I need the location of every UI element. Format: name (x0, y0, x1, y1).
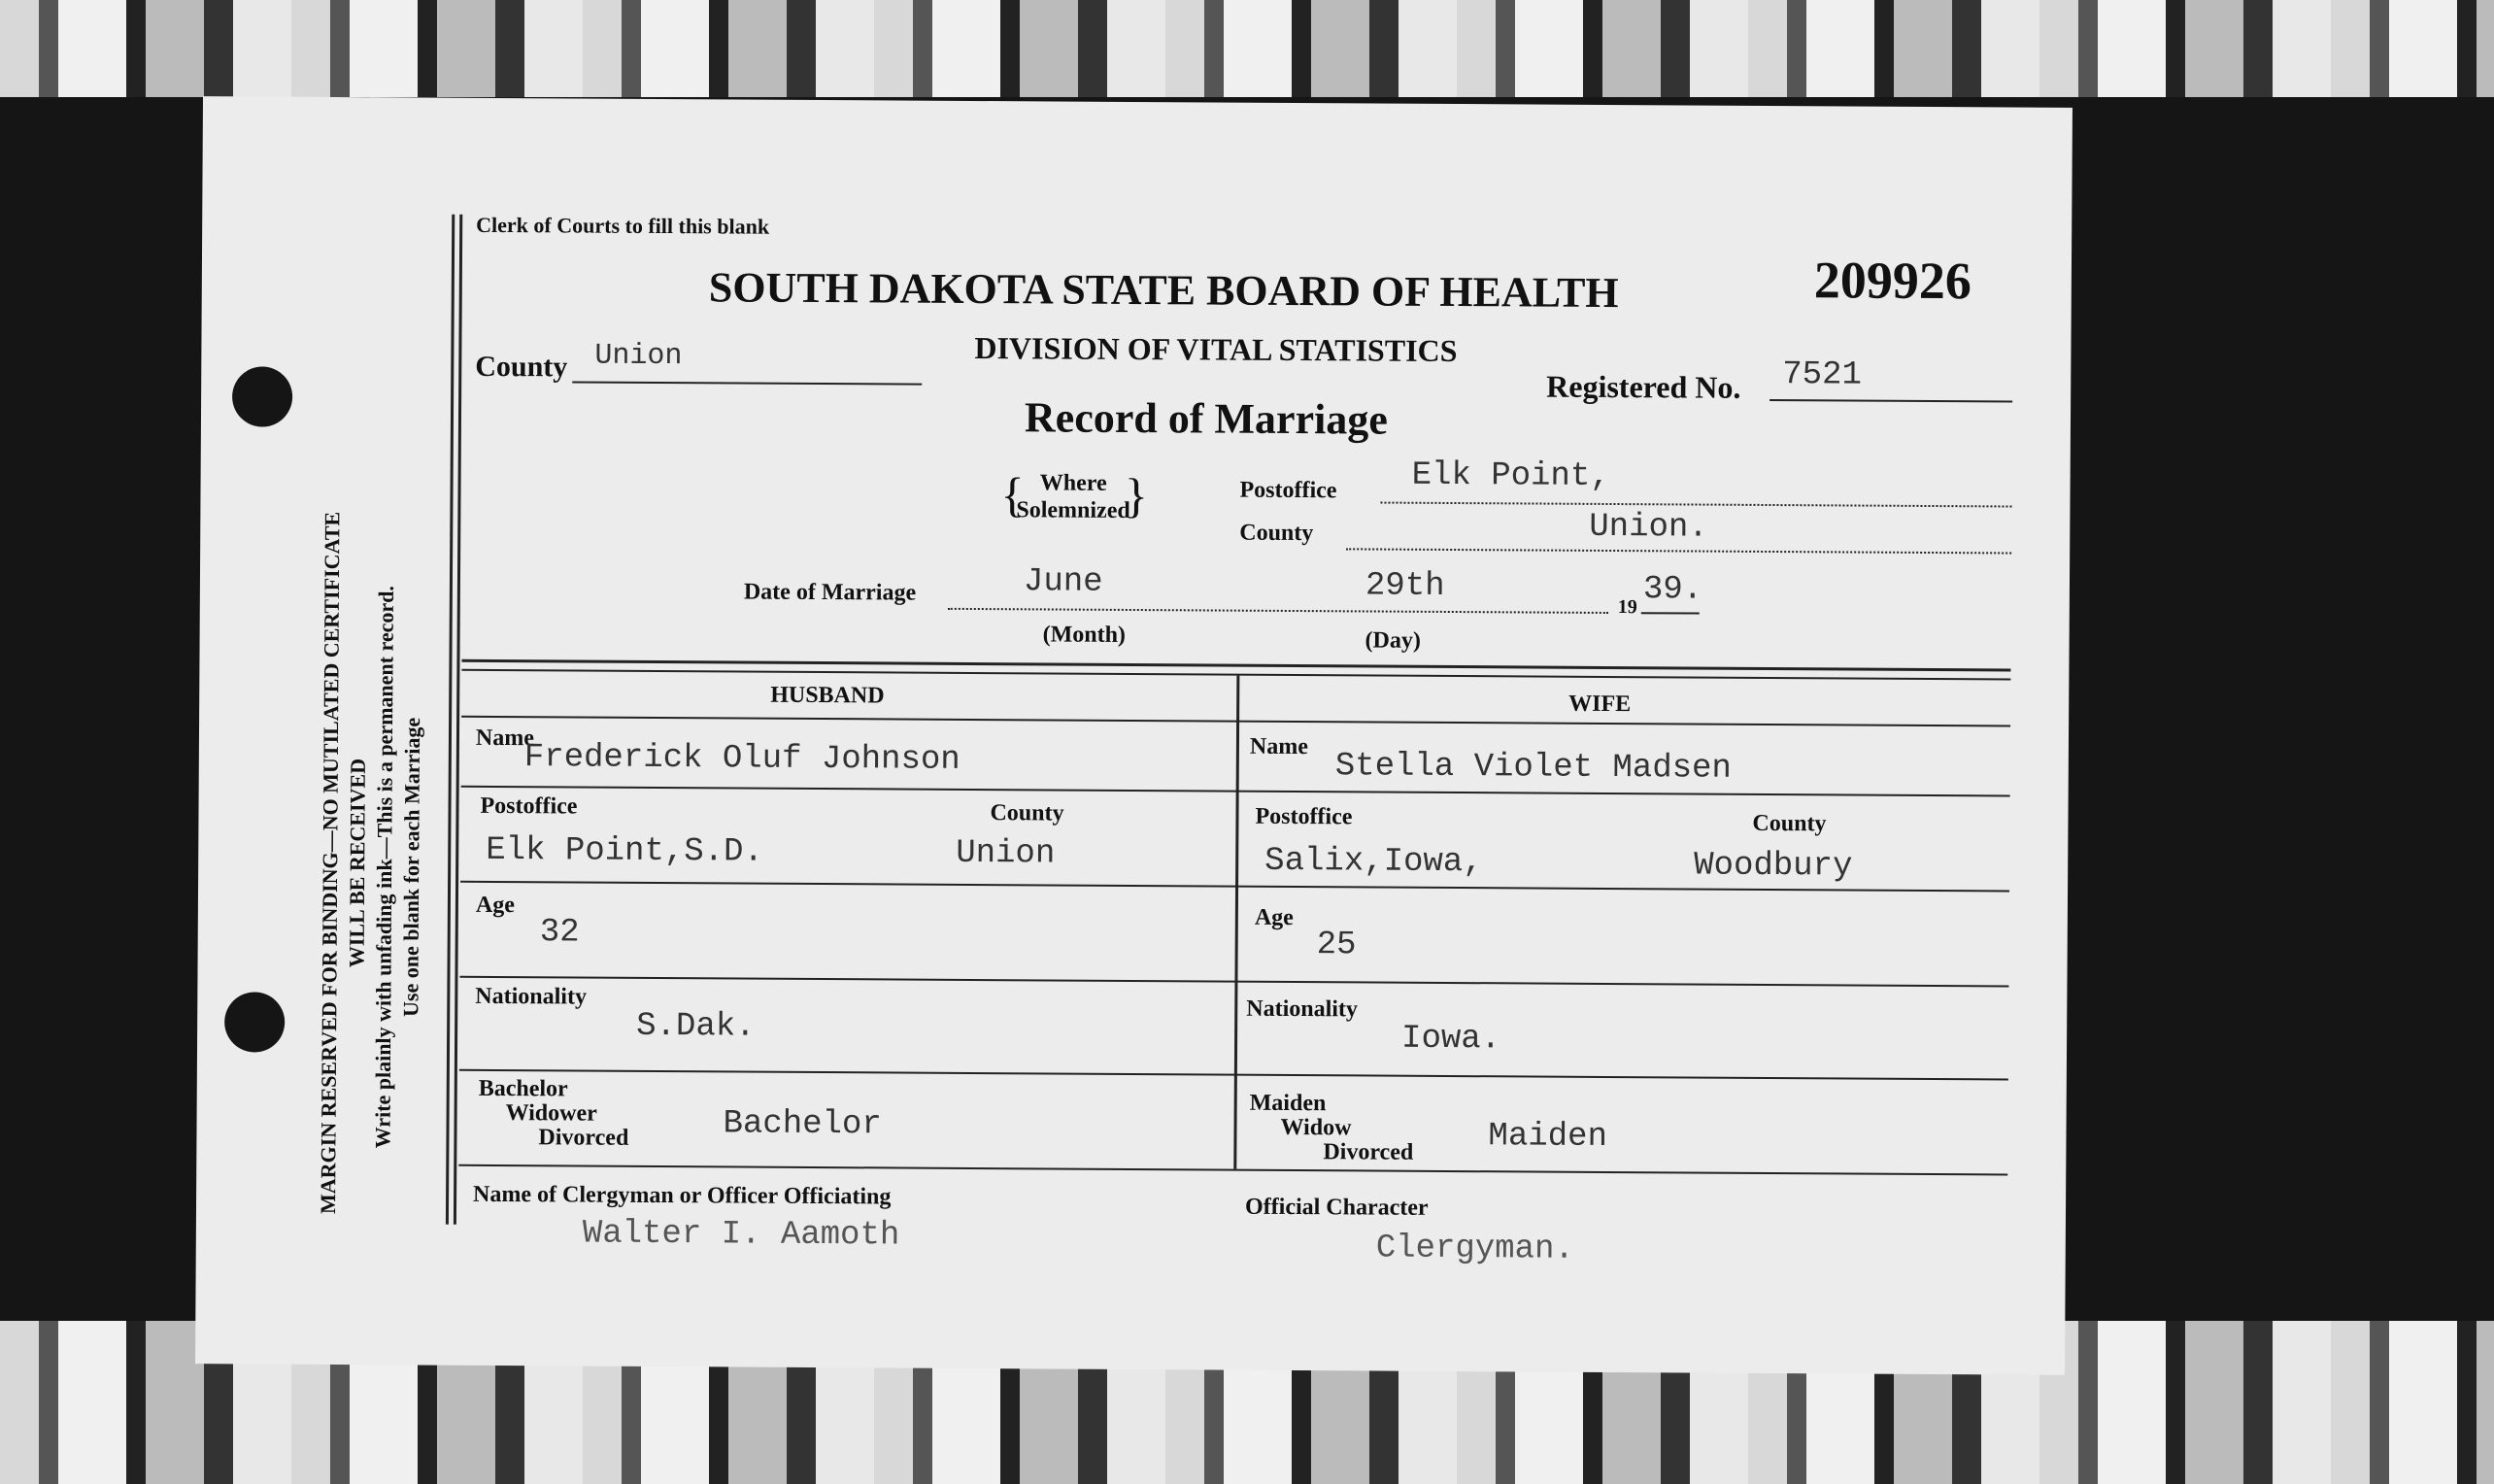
wife-status: Maiden (1488, 1118, 1608, 1156)
county2-line (1346, 548, 2011, 554)
postoffice-value: Elk Point, (1411, 456, 1610, 495)
wife-postoffice: Salix,Iowa, (1264, 842, 1483, 882)
county-value: Union (594, 339, 683, 374)
film-strip-top (0, 0, 2494, 97)
husband-heading: HUSBAND (770, 682, 885, 709)
husband-name: Frederick Oluf Johnson (523, 739, 961, 779)
margin-binding-note: MARGIN RESERVED FOR BINDING—NO MUTILATED CERTIFICATE WILL BE RECEIVED (315, 511, 370, 1215)
postoffice-label: Postoffice (1239, 477, 1337, 504)
wife-nationality: Iowa. (1400, 1020, 1501, 1059)
registered-no-value: 7521 (1782, 356, 1863, 394)
county2-label: County (1239, 520, 1314, 547)
day-value: 29th (1365, 567, 1445, 605)
registered-no-underline (1769, 399, 2012, 403)
margin-rule-1 (446, 215, 455, 1225)
husband-county: Union (956, 834, 1056, 873)
month-label: (Month) (1042, 622, 1127, 648)
date-of-marriage-label: Date of Marriage (743, 579, 917, 606)
binding-hole-bottom (224, 992, 285, 1052)
county2-value: Union. (1589, 508, 1708, 547)
binding-hole-top (232, 366, 292, 426)
wife-name-label: Name (1249, 733, 1308, 760)
table-center-divider (1233, 676, 1239, 1169)
husband-postoffice-label: Postoffice (480, 793, 578, 820)
official-character: Clergyman. (1375, 1230, 1574, 1268)
form-title: SOUTH DAKOTA STATE BOARD OF HEALTH (708, 263, 1619, 318)
county-underline (572, 381, 922, 385)
husband-postoffice: Elk Point,S.D. (486, 831, 764, 871)
husband-county-label: County (990, 800, 1064, 826)
officiant-name-label: Name of Clergyman or Officer Officiating (473, 1181, 892, 1210)
record-title: Record of Marriage (1024, 393, 1388, 444)
division-title: DIVISION OF VITAL STATISTICS (974, 329, 1458, 369)
husband-nationality: S.Dak. (636, 1007, 756, 1046)
registered-no-label: Registered No. (1546, 368, 1741, 405)
county-label: County (475, 350, 568, 384)
month-value: June (1023, 563, 1103, 601)
wife-heading: WIFE (1568, 691, 1632, 718)
wife-county-label: County (1752, 810, 1827, 837)
date-line (948, 608, 1608, 614)
officiant-name: Walter I. Aamoth (582, 1215, 900, 1255)
wife-name: Stella Violet Madsen (1334, 748, 1732, 788)
husband-name-label: Name (475, 725, 535, 752)
certificate-number: 209926 (1813, 251, 1972, 311)
year-value: 39. (1642, 571, 1703, 609)
wife-age-label: Age (1254, 904, 1294, 931)
wife-county: Woodbury (1694, 847, 1853, 886)
wife-status-labels: Maiden Widow Divorced (1249, 1090, 1414, 1166)
husband-nationality-label: Nationality (475, 983, 588, 1010)
clerk-note: Clerk of Courts to fill this blank (476, 212, 770, 239)
wife-postoffice-label: Postoffice (1255, 803, 1353, 830)
husband-age: 32 (539, 914, 580, 952)
day-label: (Day) (1365, 627, 1422, 654)
wife-age: 25 (1316, 927, 1357, 964)
margin-ink-note: Write plainly with unfading ink—This is a permanent record. Use one blank for each Marriage (370, 585, 424, 1149)
year-underline (1641, 612, 1700, 614)
postoffice-line (1380, 502, 2011, 508)
year-prefix: 19 (1617, 596, 1637, 619)
marriage-record-card (195, 96, 2073, 1375)
official-character-label: Official Character (1244, 1194, 1429, 1221)
husband-status: Bachelor (723, 1105, 882, 1144)
wife-nationality-label: Nationality (1246, 995, 1359, 1023)
husband-age-label: Age (475, 892, 515, 919)
margin-rule-2 (454, 215, 462, 1225)
husband-status-labels: Bachelor Widower Divorced (478, 1075, 629, 1152)
where-solemnized-label: { Where Solemnized } (1000, 467, 1149, 523)
